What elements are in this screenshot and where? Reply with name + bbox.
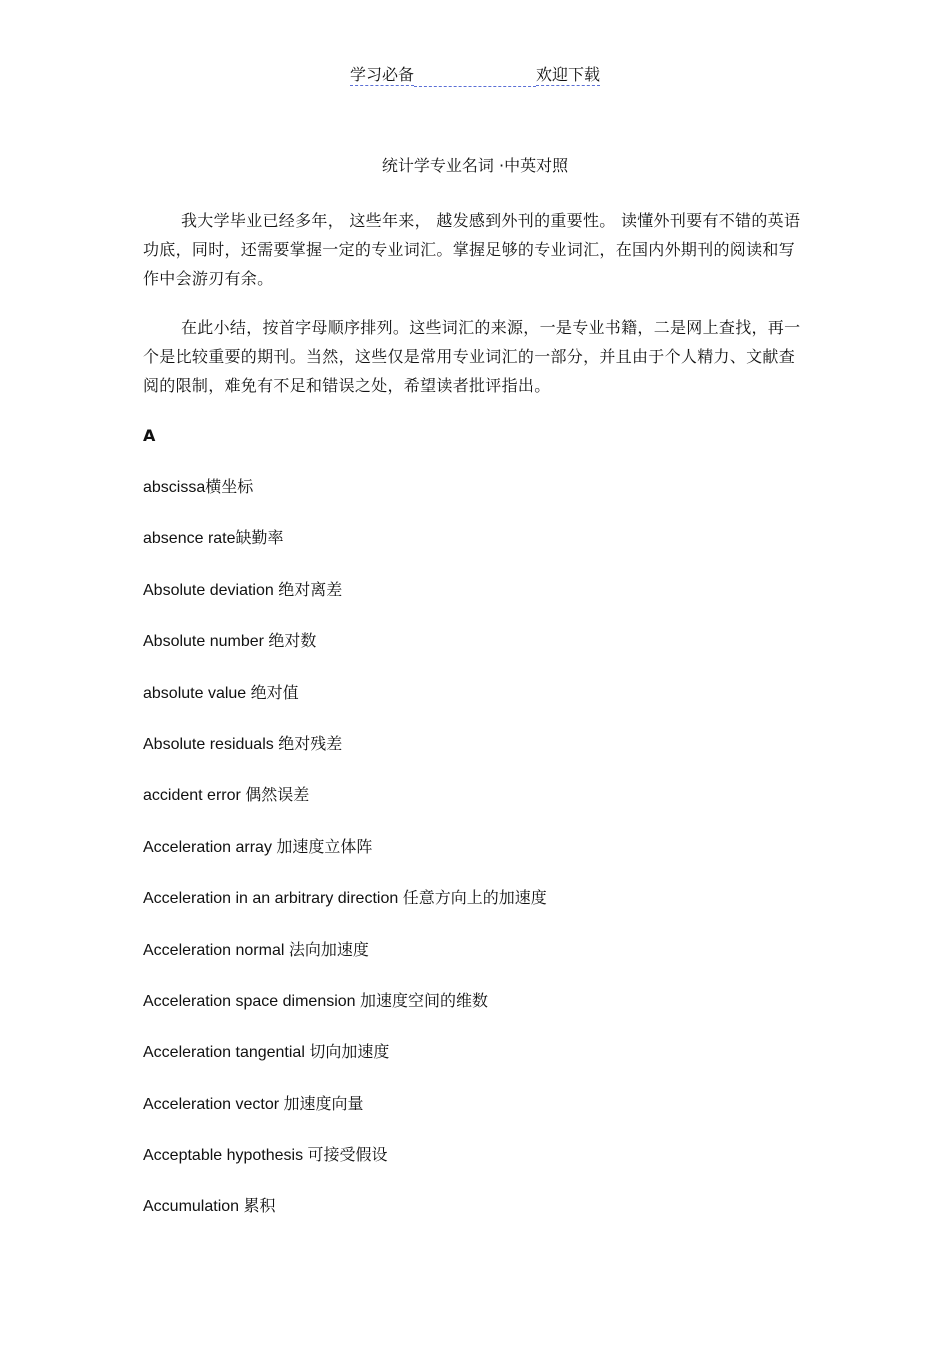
- term-english: absence rate: [143, 530, 236, 548]
- glossary-entry: [143, 784, 843, 835]
- glossary-entry: [143, 476, 843, 527]
- glossary-entry: [143, 1041, 843, 1092]
- glossary-entry: [143, 836, 843, 887]
- term-chinese: 加速度立体阵: [276, 836, 373, 856]
- glossary-entry: [143, 939, 843, 990]
- term-chinese: 累积: [243, 1196, 276, 1216]
- term-chinese: 绝对残差: [278, 733, 343, 753]
- glossary-entry: [143, 1144, 843, 1195]
- term-chinese: 加速度空间的维数: [360, 990, 489, 1010]
- term-english: Acceleration in an arbitrary direction: [143, 890, 403, 908]
- intro-paragraph-2: 在此小结，按首字母顺序排列。这些词汇的来源，一是专业书籍，二是网上查找，再一个是比较重要的期刊。当然，这些仅是常用专业词汇的一部分，并且由于个人精力、文献查阅的限制，难免有不足和错误之处，希望读者批评指出。: [143, 318, 801, 395]
- term-english: Acceleration space dimension: [143, 992, 361, 1010]
- term-chinese: 缺勤率: [235, 528, 284, 548]
- glossary-entry: [143, 630, 843, 681]
- page-header: [0, 63, 950, 87]
- intro-paragraph-1: 我大学毕业已经多年， 这些年来， 越发感到外刊的重要性。 读懂外刊要有不错的英语功底，同时，还需要掌握一定的专业词汇。掌握足够的专业词汇，在国内外期刊的阅读和写作中会游刃有余。: [143, 211, 801, 288]
- term-chinese: 加速度向量: [283, 1093, 364, 1113]
- term-chinese: 绝对离差: [278, 579, 343, 599]
- glossary-entry: [143, 682, 843, 733]
- glossary-entry: [143, 1093, 843, 1144]
- term-english: Acceleration vector: [143, 1095, 284, 1113]
- term-english: Absolute residuals: [143, 735, 279, 753]
- term-english: accident error: [143, 787, 246, 805]
- glossary-entry: [143, 579, 843, 630]
- glossary-entry: [143, 887, 843, 938]
- term-english: Acceleration array: [143, 838, 277, 856]
- glossary-entry: [143, 527, 843, 578]
- term-chinese: 任意方向上的加速度: [402, 888, 547, 908]
- section-letter: A: [143, 426, 156, 445]
- term-chinese: 法向加速度: [288, 939, 369, 959]
- term-english: Absolute deviation: [143, 581, 279, 599]
- header-right-text: 欢迎下载: [536, 65, 601, 84]
- term-chinese: 切向加速度: [309, 1042, 390, 1062]
- term-english: Absolute number: [143, 633, 269, 651]
- header-left-text: 学习必备: [349, 65, 414, 84]
- glossary-entry: [143, 990, 843, 1041]
- glossary-list: [143, 476, 843, 1247]
- header-underline-gap: [414, 66, 536, 87]
- term-english: Acceleration tangential: [143, 1044, 310, 1062]
- glossary-entry: [143, 1195, 843, 1246]
- term-english: Acceleration normal: [143, 941, 289, 959]
- term-english: absolute value: [143, 684, 251, 702]
- term-chinese: 横坐标: [205, 477, 254, 496]
- term-chinese: 可接受假设: [307, 1145, 388, 1165]
- term-chinese: 绝对数: [268, 631, 317, 651]
- term-chinese: 偶然误差: [245, 785, 310, 805]
- term-chinese: 绝对值: [250, 682, 299, 702]
- term-english: Acceptable hypothesis: [143, 1147, 308, 1165]
- term-english: abscissa: [143, 479, 206, 496]
- term-english: Accumulation: [143, 1198, 244, 1216]
- document-title: 统计学专业名词 ·中英对照: [381, 156, 569, 175]
- glossary-entry: [143, 733, 843, 784]
